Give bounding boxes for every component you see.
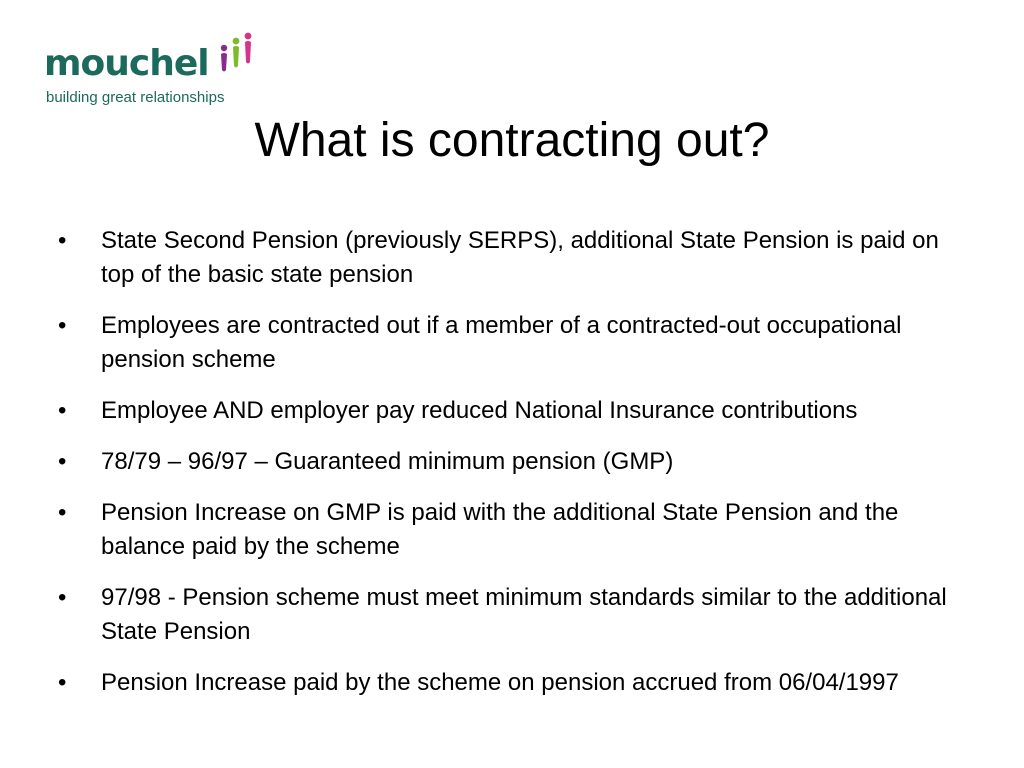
bullet-icon: •	[58, 397, 67, 424]
bullet-text: 97/98 - Pension scheme must meet minimum standards similar to the additional State Pension	[101, 584, 947, 645]
bullet-icon: •	[58, 312, 67, 339]
bullet-text: Pension Increase on GMP is paid with the additional State Pension and the balance paid by the scheme	[101, 499, 899, 560]
bullet-item	[56, 581, 976, 649]
bullet-item	[56, 666, 976, 700]
bullet-icon: •	[58, 669, 67, 696]
bullet-icon: •	[58, 584, 67, 611]
bullet-item	[56, 394, 976, 428]
bullet-text: 78/79 – 96/97 – Guaranteed minimum pension (GMP)	[101, 448, 674, 475]
logo-tagline: building great relationships	[46, 89, 225, 106]
bullet-icon: •	[58, 448, 67, 475]
bullet-item	[56, 445, 976, 479]
bullet-text: Pension Increase paid by the scheme on pension accrued from 06/04/1997	[101, 669, 899, 696]
bullet-item	[56, 309, 976, 377]
company-logo	[44, 28, 259, 112]
bullet-item	[56, 224, 976, 292]
bullet-icon: •	[58, 499, 67, 526]
bullet-icon: •	[58, 227, 67, 254]
logo-wordmark: mouchel	[44, 43, 209, 84]
bullet-text: Employees are contracted out if a member of a contracted-out occupational pension scheme	[101, 312, 902, 373]
slide-title: What is contracting out?	[254, 114, 770, 167]
bullet-text: State Second Pension (previously SERPS), additional State Pension is paid on top of the basic state pension	[101, 227, 939, 288]
bullet-list	[56, 224, 976, 717]
bullet-text: Employee AND employer pay reduced National Insurance contributions	[101, 397, 858, 424]
bullet-item	[56, 496, 976, 564]
logo-figures-icon	[218, 32, 254, 76]
